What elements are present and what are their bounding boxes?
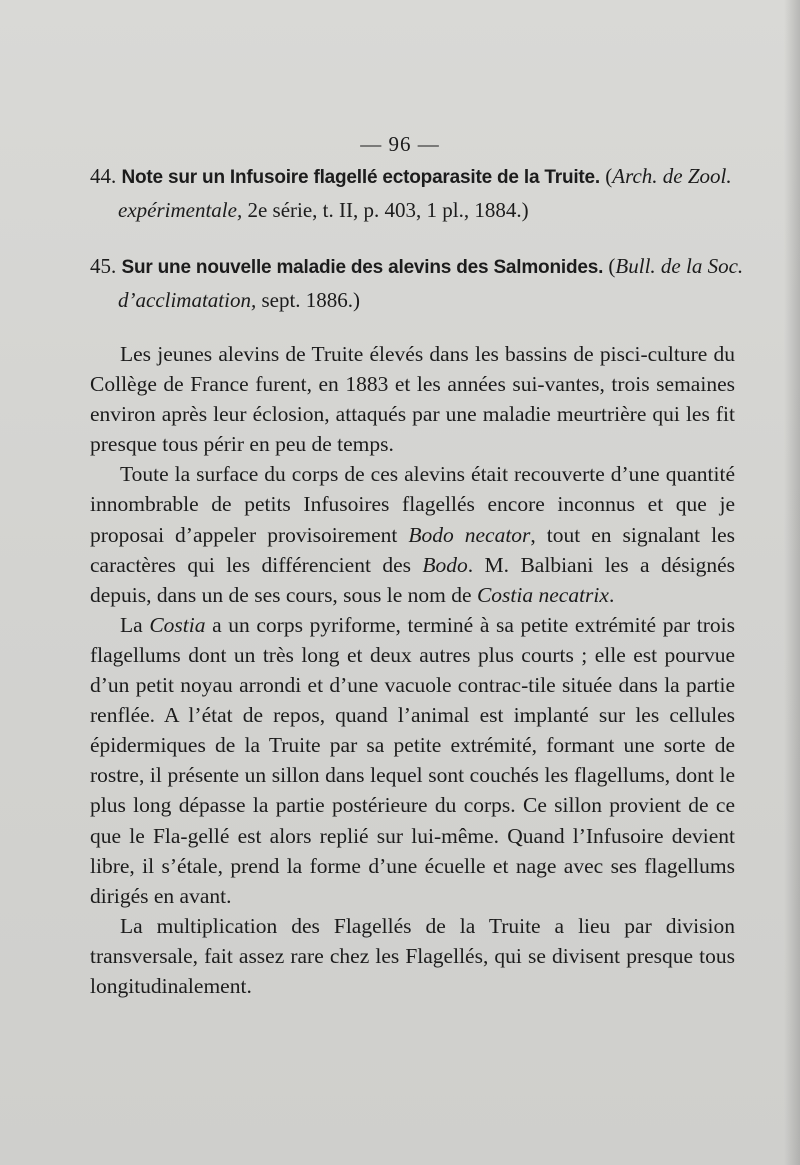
entry-ref-open: ( <box>608 254 616 278</box>
text-run: La <box>120 612 150 637</box>
bibliography-entry-45 <box>90 250 763 316</box>
paragraph-4: La multiplication des Flagellés de la Truite a lieu par division transversale, fait assez rare chez les Flagellés, qui se divisent presque tous longitudinalement. <box>90 913 735 998</box>
species-name: Bodo necator <box>408 522 531 547</box>
text-run: , tout en signalant les caractères qui les différencient des <box>90 522 736 577</box>
text-run: . <box>608 582 615 607</box>
page-edge-shadow <box>784 0 800 1165</box>
entry-ref-journal: Bull. de la Soc. d’acclimatation, <box>118 254 744 312</box>
text-run: a un corps pyriforme, terminé à sa petite extrémité par trois flagellums dont un très long et deux autres plus courts ; elle est pourvue d’un petit noyau arrondi et d’une vacuole contrac-tile située dans la partie renflée. A l’état de repos, quand l’animal est implanté sur les cellules épidermiques de la Truite par sa petite extrémité, formant une sorte de rostre, il présente un sillon dans lequel sont couchés les flagellums, dont le plus long dépasse la partie postérieure du corps. Ce sillon provient de ce que le Fla-gellé est alors replié sur lui-même. Quand l’Infusoire devient libre, il s’étale, prend la forme d’une écuelle et nage avec ses flagellums dirigés en avant. <box>90 612 736 908</box>
genus-name: Bodo <box>422 552 468 577</box>
entry-ref-journal: Arch. de Zool. expérimentale, <box>118 164 732 222</box>
species-name: Costia necatrix <box>476 582 609 607</box>
entry-title: Note sur un Infusoire flagellé ectoparasite de la Truite. <box>121 167 600 188</box>
entry-number: 44. <box>90 164 117 188</box>
body-text <box>90 339 735 1001</box>
text-run: Toute la surface du corps de ces alevins était recouverte d’une quantité innombrable de petits Infusoires flagellés encore inconnus et que je proposai d’appeler provisoirement <box>90 462 735 547</box>
bibliography-entry-44 <box>90 160 763 226</box>
paragraph-2 <box>90 459 735 609</box>
entry-title: Sur une nouvelle maladie des alevins des Salmonides. <box>121 257 604 278</box>
entry-ref-details: 2e série, t. II, p. 403, 1 pl., 1884.) <box>242 198 529 222</box>
text-run: . M. Balbiani les a désignés depuis, dans un de ses cours, sous le nom de <box>90 552 735 607</box>
entry-ref-details: sept. 1886.) <box>256 288 361 312</box>
paragraph-1: Les jeunes alevins de Truite élevés dans les bassins de pisci-culture du Collège de France furent, en 1883 et les années sui-vantes, trois semaines environ après leur éclosion, attaqués par une maladie meurtrière qui les fit presque tous périr en peu de temps. <box>90 342 735 457</box>
page-number: — 96 — <box>360 132 440 156</box>
entry-ref-open: ( <box>605 164 613 188</box>
genus-name: Costia <box>149 612 206 637</box>
paragraph-3 <box>90 610 735 911</box>
entry-number: 45. <box>90 254 117 278</box>
